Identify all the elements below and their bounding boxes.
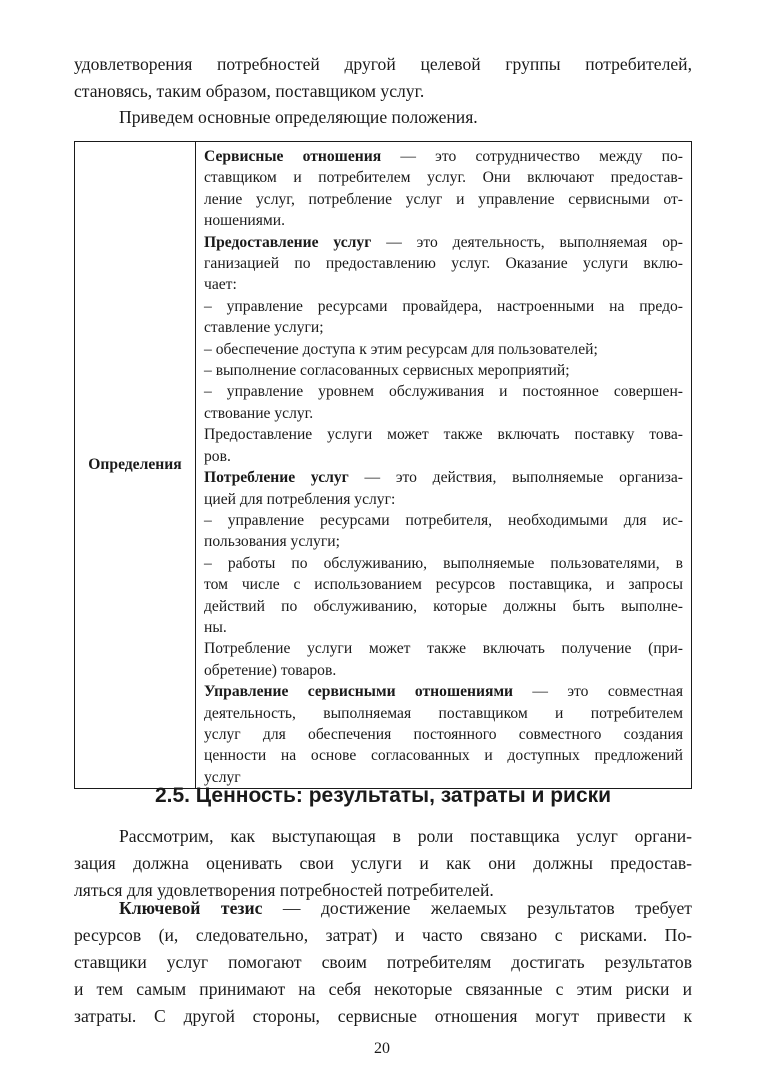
definition-line: ны. [204, 618, 227, 636]
section-paragraph-1 [74, 823, 692, 904]
definition-line: деятельность, выполняемая поставщиком и потребителем [204, 704, 683, 722]
paragraph-line: ресурсов (и, следовательно, затрат) и часто связано с рисками. По- [74, 925, 692, 945]
definition-line: ров. [204, 447, 231, 465]
definition-line: ление услуг, потребление услуг и управление сервисными от- [204, 190, 683, 208]
definition-line: Сервисные отношения — это сотрудничество между по- [204, 148, 683, 165]
definition-term: Сервисные отношения [204, 148, 382, 165]
definition-line: Предоставление услуг — это деятельность, выполняемая ор- [204, 233, 684, 251]
definition-line: Потребление услуги может также включать получение (при- [204, 640, 683, 658]
paragraph-line: Ключевой тезис — достижение желаемых результатов требует [119, 898, 692, 918]
definition-line: чает: [204, 276, 237, 294]
definition-line: – управление уровнем обслуживания и постоянное совершен- [204, 383, 683, 401]
definition-line: том числе с использованием ресурсов поставщика, и запросы [204, 576, 683, 594]
definition-line: – выполнение согласованных сервисных мероприятий; [204, 362, 570, 380]
definition-line: ставщиком и потребителем услуг. Они включают предостав- [204, 169, 683, 187]
definition-line: Предоставление услуги может также включать поставку това- [204, 426, 683, 444]
definition-line: ношениями. [204, 212, 286, 230]
definition-line: ценности на основе согласованных и доступных предложений [204, 747, 683, 765]
definition-line: действий по обслуживанию, которые должны быть выполне- [204, 597, 683, 615]
table-row [75, 142, 692, 789]
definition-line: ганизацией по предоставлению услуг. Оказание услуги вклю- [204, 255, 683, 273]
definitions-table [74, 141, 692, 789]
table-body-cell [196, 142, 692, 789]
intro-paragraph [74, 51, 692, 105]
paragraph-line: ляться для удовлетворения потребностей потребителей. [74, 880, 494, 900]
definition-line: – работы по обслуживанию, выполняемые пользователями, в [204, 554, 683, 572]
intro-line-1: удовлетворения потребностей другой целевой группы потребителей, [74, 54, 692, 74]
definition-line: услуг [204, 768, 241, 786]
paragraph-line: затраты. С другой стороны, сервисные отношения могут привести к [74, 1006, 692, 1026]
section-paragraph-2 [74, 895, 692, 1030]
definition-line: – управление ресурсами потребителя, необходимыми для ис- [204, 511, 683, 529]
definition-line: цией для потребления услуг: [204, 490, 396, 508]
table-label-cell: Определения [75, 142, 196, 789]
definition-line: ставление услуги; [204, 319, 324, 337]
paragraph-line: и тем самым принимают на себя некоторые связанные с этим риски и [74, 979, 692, 999]
key-thesis-term: Ключевой тезис [119, 898, 263, 918]
paragraph-line: зация должна оценивать свои услуги и как они должны предостав- [74, 853, 692, 873]
definition-line: услуг для обеспечения постоянного совместного создания [204, 725, 683, 743]
intro-lead-paragraph: Приведем основные определяющие положения. [119, 107, 478, 127]
definition-line: ствование услуг. [204, 404, 314, 422]
definition-term: Управление сервисными отношениями [204, 683, 514, 701]
paragraph-line: Рассмотрим, как выступающая в роли поставщика услуг органи- [119, 826, 692, 846]
intro-line-2: становясь, таким образом, поставщиком услуг. [74, 81, 425, 101]
section-heading: 2.5. Ценность: результаты, затраты и риски [154, 784, 612, 807]
definition-line: – обеспечение доступа к этим ресурсам для пользователей; [204, 340, 598, 358]
definition-term: Потребление услуг [204, 469, 349, 487]
definition-line: пользования услуги; [204, 533, 340, 551]
definition-term: Предоставление услуг [204, 233, 372, 251]
paragraph-line: ставщики услуг помогают своим потребителям достигать результатов [74, 952, 692, 972]
definition-line: обретение) товаров. [204, 661, 337, 679]
page-number: 20 [374, 1040, 390, 1057]
definition-line: – управление ресурсами провайдера, настроенными на предо- [204, 297, 683, 315]
definition-line: Управление сервисными отношениями — это совместная [204, 683, 683, 701]
definition-line: Потребление услуг — это действия, выполняемые организа- [204, 469, 683, 487]
